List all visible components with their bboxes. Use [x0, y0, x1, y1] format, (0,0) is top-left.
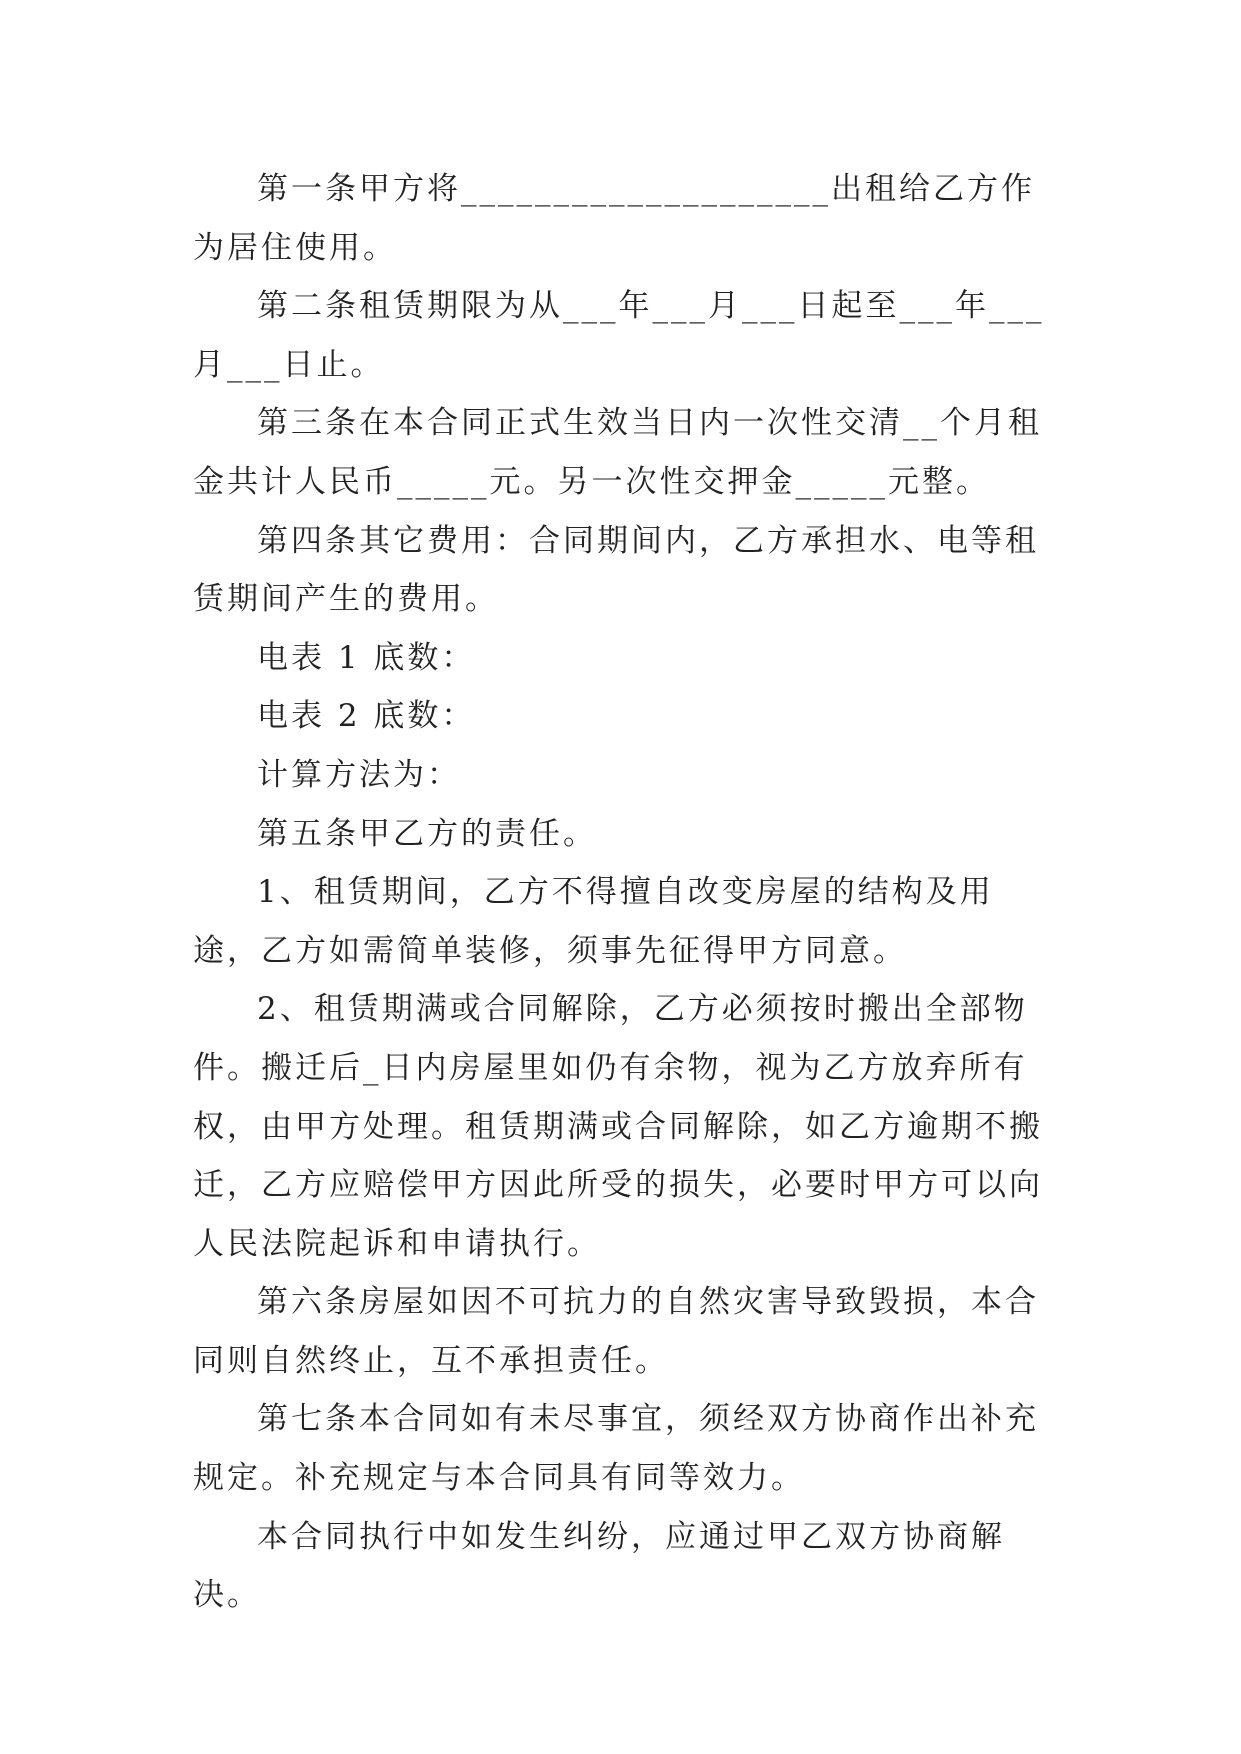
contract-body	[193, 160, 1053, 1625]
dispute-resolution-paragraph: 本合同执行中如发生纠纷，应通过甲乙双方协商解决。	[193, 1518, 1005, 1614]
article-5-paragraph: 第五条甲乙方的责任。	[257, 815, 597, 852]
article-6-paragraph: 第六条房屋如因不可抗力的自然灾害导致毁损，本合同则自然终止，互不承担责任。	[193, 1284, 1039, 1379]
article-1-paragraph: 第一条甲方将____________________出租给乙方作为居住使用。	[193, 171, 1035, 266]
article-4-paragraph: 第四条其它费用：合同期间内，乙方承担水、电等租赁期间产生的费用。	[193, 522, 1039, 618]
article-5-clause-1: 1、租赁期间，乙方不得擅自改变房屋的结构及用途，乙方如需简单装修，须事先征得甲方同意。	[193, 874, 994, 969]
article-3-paragraph: 第三条在本合同正式生效当日内一次性交清__个月租金共计人民币_____元。另一次性交押金_____元整。	[193, 405, 1042, 500]
calculation-method: 计算方法为：	[257, 756, 461, 793]
article-2-paragraph: 第二条租赁期限为从___年___月___日起至___年___月___日止。	[193, 288, 1045, 383]
article-7-paragraph: 第七条本合同如有未尽事宜，须经双方协商作出补充规定。补充规定与本合同具有同等效力。	[193, 1401, 1039, 1497]
meter-2-reading: 电表 2 底数：	[257, 698, 476, 735]
article-5-clause-2: 2、租赁期满或合同解除，乙方必须按时搬出全部物件。搬迁后_日内房屋里如仍有余物，视为乙方放弃所有权，由甲方处理。租赁期满或合同解除，如乙方逾期不搬迁，乙方应赔偿甲方因此所受的损失，必要时甲方可以向人民法院起诉和申请执行。	[193, 991, 1043, 1262]
meter-1-reading: 电表 1 底数：	[257, 639, 476, 676]
